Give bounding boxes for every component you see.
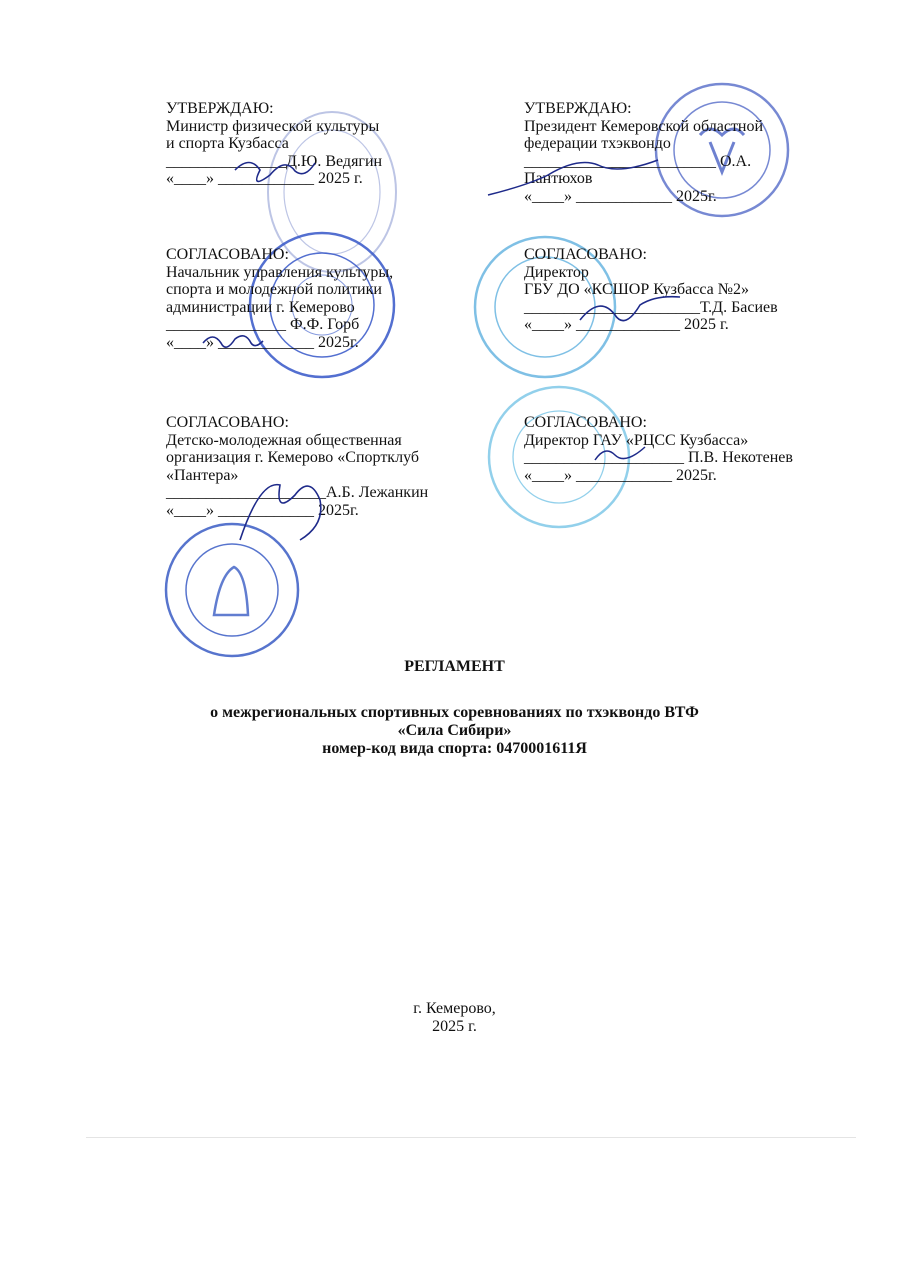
approval-federation-line-1: УТВЕРЖДАЮ: — [524, 100, 632, 117]
footer-city: г. Кемерово, — [413, 1000, 496, 1017]
approval-minister-line-2: Министр физической культуры — [166, 117, 380, 135]
approval-minister-line-4: _______________Д.Ю. Ведягин — [166, 152, 383, 170]
approval-minister-line-5: «____» ____________ 2025 г. — [166, 170, 363, 187]
agreement-panther-line-1: СОГЛАСОВАНО: — [166, 414, 289, 431]
signature-basiev — [575, 290, 685, 335]
approval-minister-line-1: УТВЕРЖДАЮ: — [166, 100, 274, 117]
agreement-panther-line-2: Детско-молодежная общественная — [166, 431, 402, 449]
agreement-school-line-4: ______________________Т.Д. Басиев — [524, 298, 778, 316]
agreement-school-line-5: «____» _____________ 2025 г. — [524, 316, 729, 333]
signature-vedyagin — [230, 150, 320, 195]
agreement-city-line-2: Начальник управления культуры, — [166, 263, 394, 281]
document-title: РЕГЛАМЕНТ — [404, 658, 505, 675]
agreement-panther-line-3: организация г. Кемерово «Спортклуб — [166, 449, 419, 466]
document-subtitle-3: номер-код вида спорта: 0470001611Я — [322, 740, 587, 757]
signature-pantyukhov — [478, 150, 678, 205]
agreement-school-line-1: СОГЛАСОВАНО: — [524, 246, 647, 263]
approval-federation-line-3: федерации тхэквондо — [524, 135, 671, 152]
signature-gorb — [198, 328, 268, 358]
agreement-city-line-4: администрации г. Кемерово — [166, 298, 355, 316]
approval-federation-line-6: «____» ____________ 2025г. — [524, 187, 717, 205]
approval-federation-line-5: Пантюхов — [524, 170, 593, 187]
document-subtitle-1: о межрегиональных спортивных соревнованиях по тхэквондо ВТФ — [210, 704, 699, 721]
signature-nekotenev — [590, 440, 650, 470]
agreement-city-line-1: СОГЛАСОВАНО: — [166, 246, 289, 263]
agreement-panther-line-4: «Пантера» — [166, 466, 239, 484]
page-divider — [86, 1137, 856, 1138]
signature-lezhankin — [230, 470, 340, 550]
agreement-school-line-2: Директор — [524, 263, 589, 281]
agreement-panther-line-5: ____________________А.Б. Лежанкин — [166, 484, 429, 501]
agreement-rtss-line-2: Директор ГАУ «РЦСС Кузбасса» — [524, 431, 749, 449]
agreement-rtss-line-3: ____________________ П.В. Некотенев — [524, 449, 793, 466]
approval-federation-line-4: ________________________ О.А. — [524, 152, 752, 170]
agreement-school-line-3: ГБУ ДО «КСШОР Кузбасса №2» — [524, 281, 750, 298]
agreement-city-line-6: «____» ____________ 2025г. — [166, 333, 359, 351]
agreement-panther-line-6: «____» ____________ 2025г. — [166, 501, 359, 519]
approval-minister-line-3: и спорта Кузбасса — [166, 135, 289, 152]
document-subtitle-2: «Сила Сибири» — [397, 722, 512, 739]
agreement-city-line-3: спорта и молодежной политики — [166, 281, 382, 298]
agreement-rtss-line-1: СОГЛАСОВАНО: — [524, 414, 647, 431]
agreement-rtss-kuzbass — [524, 414, 793, 484]
agreement-rtss-line-4: «____» ____________ 2025г. — [524, 466, 717, 484]
footer-year: 2025 г. — [432, 1018, 477, 1035]
approval-federation-line-2: Президент Кемеровской областной — [524, 117, 764, 135]
agreement-city-line-5: _______________ Ф.Ф. Горб — [166, 316, 360, 333]
